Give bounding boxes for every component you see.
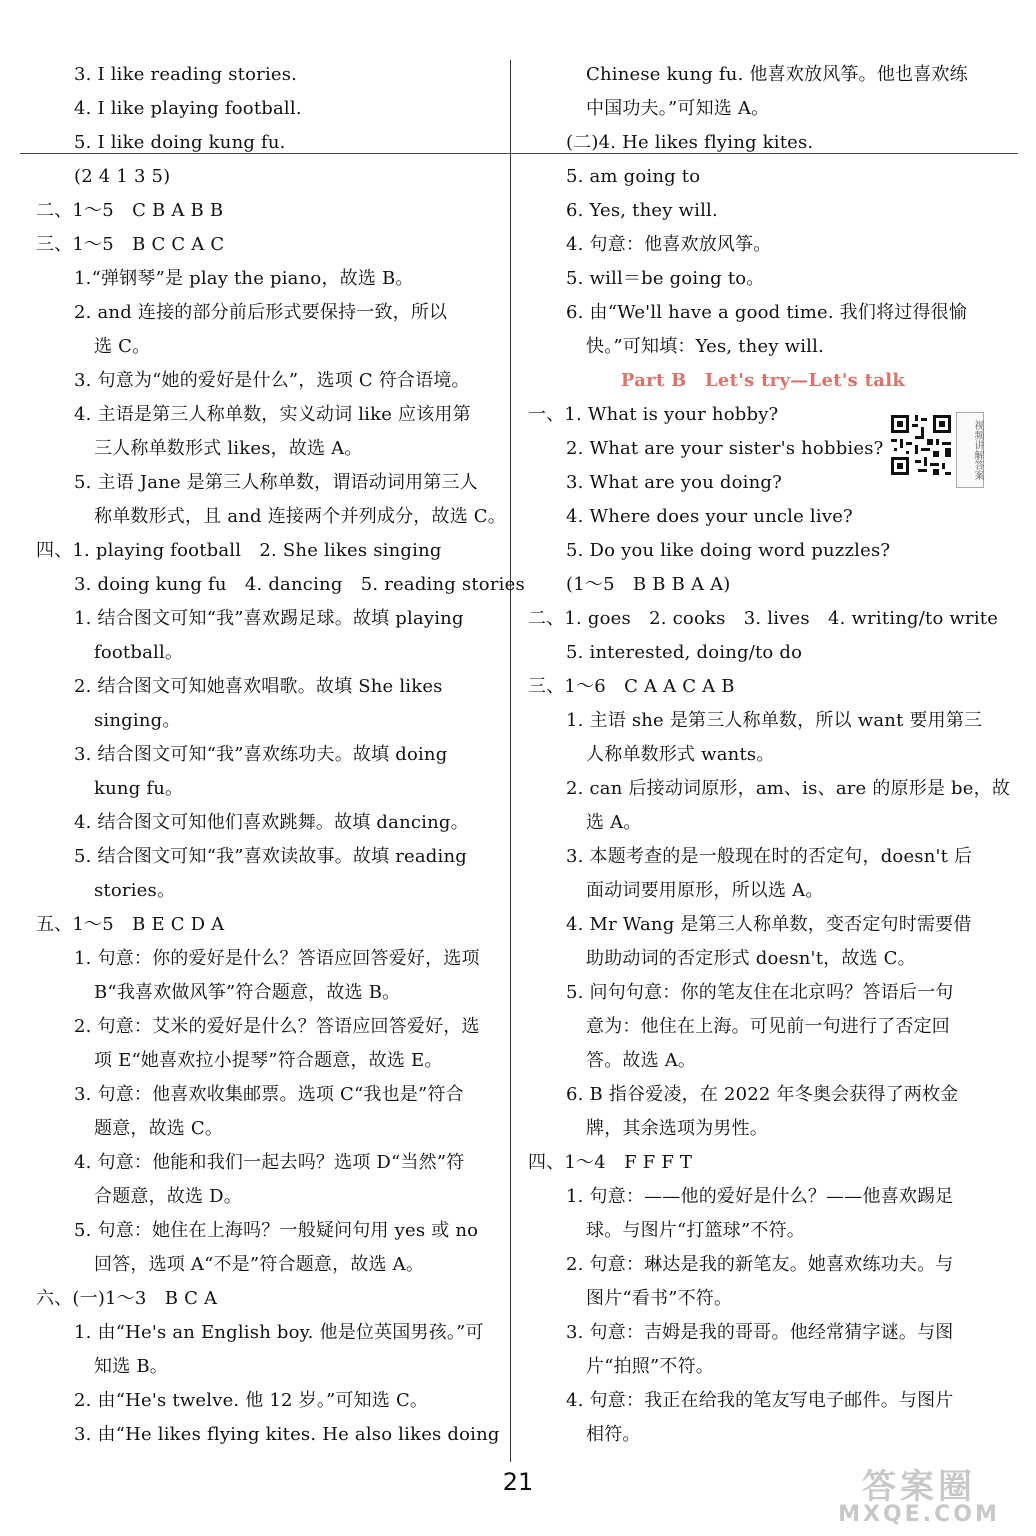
- answer-line: 二、1. goes 2. cooks 3. lives 4. writing/to write: [528, 608, 999, 629]
- answer-line: 1. 句意：你的爱好是什么？答语应回答爱好，选项: [74, 948, 480, 969]
- answer-line: 面动词要用原形，所以选 A。: [586, 880, 824, 901]
- answer-line: 5. 主语 Jane 是第三人称单数，谓语动词用第三人: [74, 472, 478, 493]
- answer-line: B“我喜欢做风筝”符合题意，故选 B。: [94, 982, 401, 1003]
- answer-line: 四、1～4 F F F T: [528, 1152, 693, 1173]
- answer-line: 2. can 后接动词原形，am、is、are 的原形是 be，故: [566, 778, 1011, 799]
- answer-line: 5. 句意：她住在上海吗？一般疑问句用 yes 或 no: [74, 1220, 479, 1241]
- answer-line: 选 C。: [94, 336, 151, 357]
- answer-line: 答。故选 A。: [586, 1050, 697, 1071]
- answer-line: singing。: [94, 710, 181, 731]
- answer-line: 牌，其余选项为男性。: [586, 1118, 768, 1139]
- answer-line: 合题意，故选 D。: [94, 1186, 242, 1207]
- answer-line: 意为：他住在上海。可见前一句进行了否定回: [586, 1016, 950, 1037]
- answer-line: 5. I like doing kung fu.: [74, 132, 286, 153]
- answer-line: 助助动词的否定形式 doesn't，故选 C。: [586, 948, 916, 969]
- answer-line: 3. 结合图文可知“我”喜欢练功夫。故填 doing: [74, 744, 448, 765]
- answer-line: 图片“看书”不符。: [586, 1288, 733, 1309]
- section-heading: Part B Let's try—Let's talk: [620, 370, 906, 391]
- answer-line: 回答，选项 A“不是”符合题意，故选 A。: [94, 1254, 425, 1275]
- answer-line: 1. 结合图文可知“我”喜欢踢足球。故填 playing: [74, 608, 464, 629]
- answer-line: 项 E“她喜欢拉小提琴”符合题意，故选 E。: [94, 1050, 443, 1071]
- answer-line: 3. What are you doing?: [566, 472, 782, 493]
- answer-line: 4. Mr Wang 是第三人称单数，变否定句时需要借: [566, 914, 972, 935]
- answer-line: 4. 句意：他能和我们一起去吗？选项 D“当然”符: [74, 1152, 465, 1173]
- answer-line: 5. 结合图文可知“我”喜欢读故事。故填 reading: [74, 846, 468, 867]
- answer-line: 人称单数形式 wants。: [586, 744, 775, 765]
- answer-line: 2. 句意：琳达是我的新笔友。她喜欢练功夫。与: [566, 1254, 954, 1275]
- column-divider: [510, 60, 511, 1462]
- answer-line: 选 A。: [586, 812, 642, 833]
- answer-line: 快。”可知填：Yes, they will.: [586, 336, 825, 357]
- page-number: 21: [502, 1468, 534, 1496]
- watermark-site-text: MXQE.COM: [838, 1502, 1000, 1527]
- answer-line: 6. B 指谷爱凌，在 2022 年冬奥会获得了两枚金: [566, 1084, 959, 1105]
- qr-code-label: 视频讲解答案: [956, 412, 984, 488]
- left-column: [36, 58, 525, 1452]
- answer-line: 5. interested, doing/to do: [566, 642, 803, 663]
- answer-line: 1.“弹钢琴”是 play the piano，故选 B。: [74, 268, 414, 289]
- answer-line: 4. 主语是第三人称单数，实义动词 like 应该用第: [74, 404, 471, 425]
- answer-line: 4. Where does your uncle live?: [566, 506, 853, 527]
- answer-line: 4. 结合图文可知他们喜欢跳舞。故填 dancing。: [74, 812, 469, 833]
- answer-line: 知选 B。: [94, 1356, 168, 1377]
- answer-line: (二)4. He likes flying kites.: [566, 132, 814, 153]
- answer-line: 6. 由“We'll have a good time. 我们将过得很愉: [566, 302, 968, 323]
- answer-line: 2. 由“He's twelve. 他 12 岁。”可知选 C。: [74, 1390, 429, 1411]
- answer-line: 3. I like reading stories.: [74, 64, 298, 85]
- answer-line: 相符。: [586, 1424, 641, 1445]
- answer-line: 5. am going to: [566, 166, 701, 187]
- watermark: [824, 1467, 1014, 1530]
- answer-line: 2. and 连接的部分前后形式要保持一致，所以: [74, 302, 448, 323]
- answer-line: 3. 句意为“她的爱好是什么”，选项 C 符合语境。: [74, 370, 470, 391]
- answer-line: 二、1～5 C B A B B: [36, 200, 224, 221]
- answer-line: 4. I like playing football.: [74, 98, 302, 119]
- answer-line: 2. What are your sister's hobbies?: [566, 438, 884, 459]
- answer-line: 称单数形式，且 and 连接两个并列成分，故选 C。: [94, 506, 506, 527]
- answer-line: 2. 句意：艾米的爱好是什么？答语应回答爱好，选: [74, 1016, 480, 1037]
- answer-line: 4. 句意：我正在给我的笔友写电子邮件。与图片: [566, 1390, 954, 1411]
- answer-line: 四、1. playing football 2. She likes singing: [36, 540, 442, 561]
- answer-line: (1～5 B B B A A): [566, 574, 731, 595]
- answer-line: 球。与图片“打篮球”不符。: [586, 1220, 806, 1241]
- answer-line: 六、(一)1～3 B C A: [36, 1288, 218, 1309]
- answer-line: 中国功夫。”可知选 A。: [586, 98, 770, 119]
- watermark-logo-text: 答案圈: [862, 1467, 976, 1507]
- answer-line: Chinese kung fu. 他喜欢放风筝。他也喜欢练: [586, 64, 968, 85]
- right-column: [528, 58, 1011, 1452]
- answer-line: 1. 主语 she 是第三人称单数，所以 want 要用第三: [566, 710, 983, 731]
- answer-line: 3. 句意：吉姆是我的哥哥。他经常猜字谜。与图: [566, 1322, 954, 1343]
- answer-line: 3. doing kung fu 4. dancing 5. reading stories: [74, 574, 525, 595]
- answer-line: 题意，故选 C。: [94, 1118, 224, 1139]
- answer-line: 1. 由“He's an English boy. 他是位英国男孩。”可: [74, 1322, 484, 1343]
- answer-line: 片“拍照”不符。: [586, 1356, 715, 1377]
- answer-line: (2 4 1 3 5): [74, 166, 171, 187]
- answer-line: 5. 问句句意：你的笔友住在北京吗？答语后一句: [566, 982, 954, 1003]
- answer-line: 一、1. What is your hobby?: [528, 404, 779, 425]
- answer-line: kung fu。: [94, 778, 184, 799]
- answer-line: 3. 句意：他喜欢收集邮票。选项 C“我也是”符合: [74, 1084, 464, 1105]
- answer-line: football。: [94, 642, 184, 663]
- answer-line: stories。: [94, 880, 176, 901]
- answer-line: 6. Yes, they will.: [566, 200, 718, 221]
- answer-line: 3. 本题考查的是一般现在时的否定句，doesn't 后: [566, 846, 973, 867]
- answer-line: 三、1～6 C A A C A B: [528, 676, 735, 697]
- answer-line: 三人称单数形式 likes，故选 A。: [94, 438, 363, 459]
- answer-line: 3. 由“He likes flying kites. He also likes doing: [74, 1424, 500, 1445]
- qr-code-icon: [888, 412, 954, 478]
- answer-line: 五、1～5 B E C D A: [36, 914, 225, 935]
- answer-line: 2. 结合图文可知她喜欢唱歌。故填 She likes: [74, 676, 443, 697]
- answer-line: 5. Do you like doing word puzzles?: [566, 540, 891, 561]
- answer-line: 5. will＝be going to。: [566, 268, 765, 289]
- answer-line: 4. 句意：他喜欢放风筝。: [566, 234, 772, 255]
- answer-line: 1. 句意：——他的爱好是什么？——他喜欢踢足: [566, 1186, 954, 1207]
- answer-line: 三、1～5 B C C A C: [36, 234, 225, 255]
